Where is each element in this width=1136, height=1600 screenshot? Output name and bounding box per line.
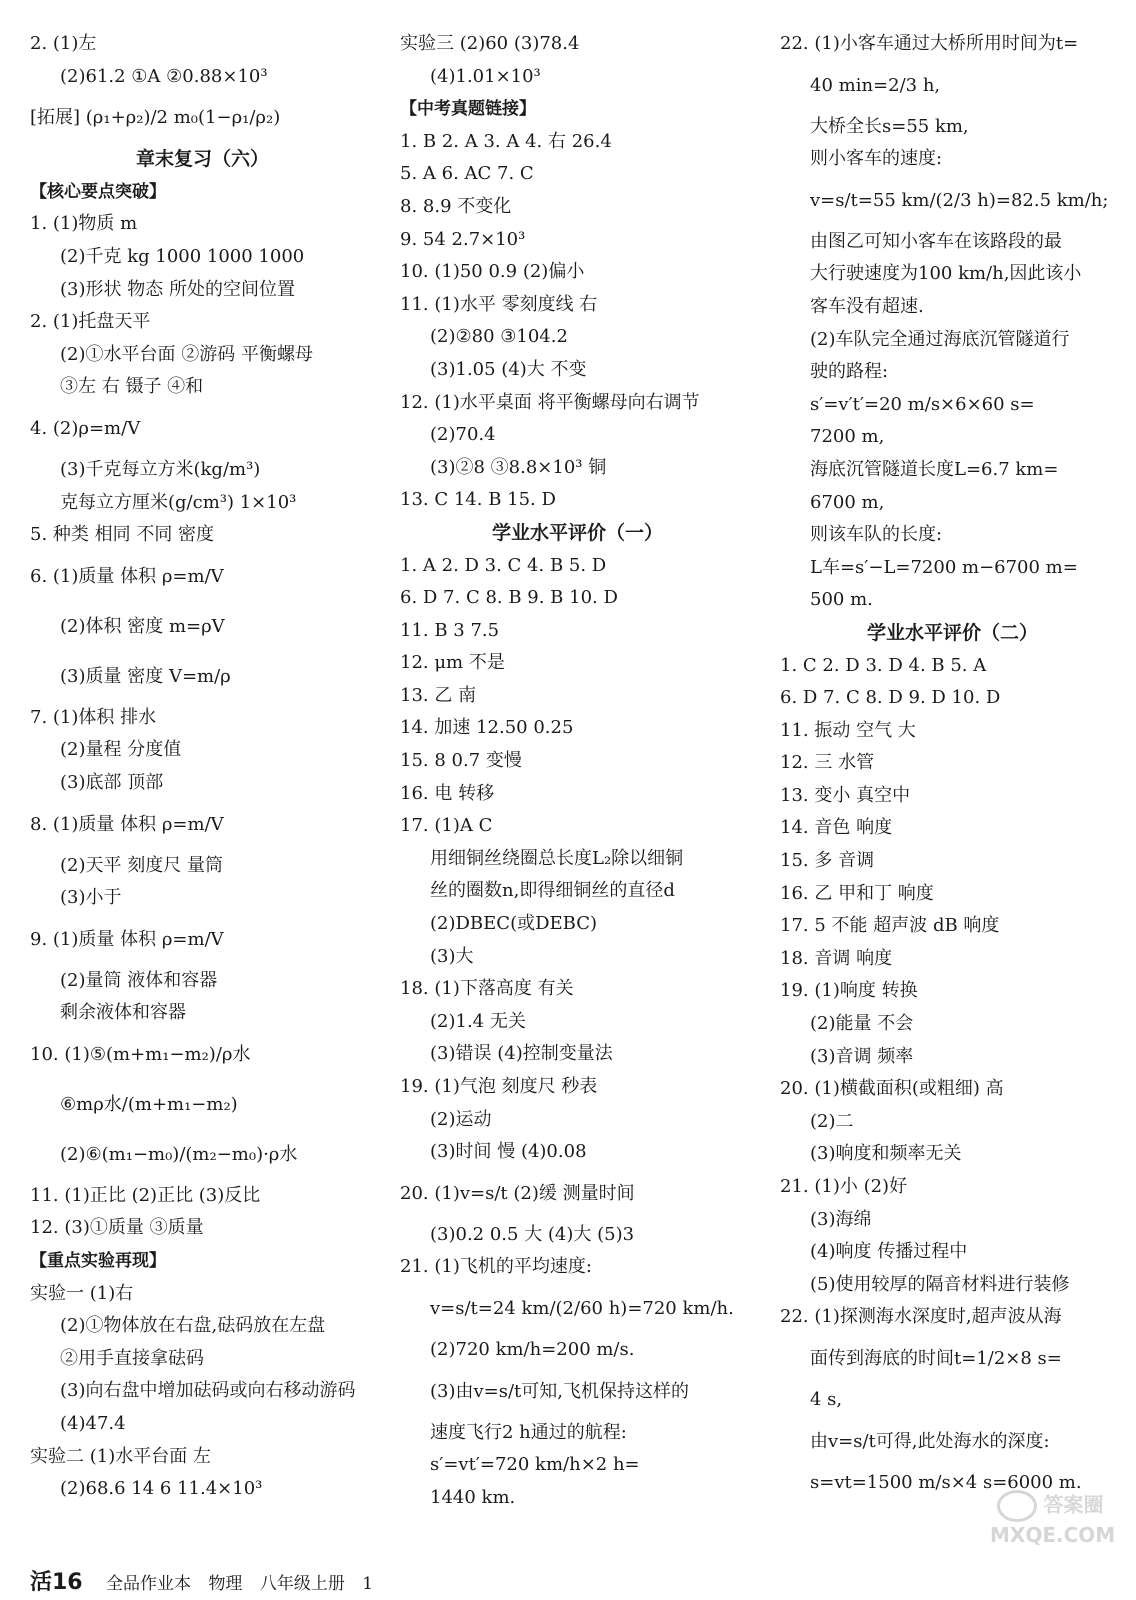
answer-line: 5. A 6. AC 7. C <box>400 163 534 185</box>
answer-line: 实验二 (1)水平台面 左 <box>30 1445 211 1467</box>
answer-line: [拓展] (ρ₁+ρ₂)/2 m₀(1−ρ₁/ρ₂) <box>30 107 281 129</box>
page-logo: 活16 <box>30 1570 83 1595</box>
answer-line: (3)底部 顶部 <box>60 771 164 793</box>
watermark <box>990 1490 1116 1550</box>
answer-line: 12. μm 不是 <box>400 652 505 674</box>
grade-name: 八年级上册 <box>259 1574 345 1594</box>
answer-line: 大桥全长s=55 km, <box>810 115 969 137</box>
answer-line: (2)量筒 液体和容器 <box>60 969 218 991</box>
answer-line: 10. (1)50 0.9 (2)偏小 <box>400 261 585 283</box>
answer-line: s′=vt′=720 km/h×2 h= <box>430 1454 640 1476</box>
answer-line: 1. (1)物质 m <box>30 213 138 235</box>
answer-line: 40 min=2/3 h, <box>810 74 941 96</box>
answer-line: (2)1.4 无关 <box>430 1010 526 1032</box>
answer-line: ⑥mρ水/(m+m₁−m₂) <box>60 1093 238 1115</box>
answer-line: 19. (1)气泡 刻度尺 秒表 <box>400 1076 598 1097</box>
answer-line: (3)质量 密度 V=m/ρ <box>60 665 231 687</box>
answer-line: 11. B 3 7.5 <box>400 619 500 641</box>
answer-line: 5. 种类 相同 不同 密度 <box>30 524 215 546</box>
answer-line: 用细铜丝绕圈总长度L₂除以细铜 <box>430 847 684 869</box>
answer-line: (5)使用较厚的隔音材料进行装修 <box>810 1273 1070 1295</box>
answer-line: 1440 km. <box>430 1486 516 1508</box>
answer-line: 丝的圈数n,即得细铜丝的直径d <box>430 880 675 902</box>
answer-line: 4 s, <box>810 1388 843 1410</box>
answer-line: 7200 m, <box>810 426 885 448</box>
answer-line: 1. A 2. D 3. C 4. B 5. D <box>400 554 607 576</box>
answer-line: (3)大 <box>430 945 474 967</box>
answer-line: 19. (1)响度 转换 <box>780 980 918 1002</box>
answer-line: (2)②80 ③104.2 <box>430 326 568 348</box>
answer-line: 面传到海底的时间t=1/2×8 s= <box>810 1347 1062 1369</box>
answer-column-left <box>30 28 375 1506</box>
answer-line: 实验三 (2)60 (3)78.4 <box>400 33 580 54</box>
answer-line: 【重点实验再现】 <box>30 1251 166 1272</box>
answer-column-right <box>780 28 1125 1499</box>
answer-line: 13. C 14. B 15. D <box>400 489 556 511</box>
answer-line: 11. (1)水平 零刻度线 右 <box>400 293 598 315</box>
answer-line: 17. (1)A C <box>400 815 493 837</box>
answer-line: (3)0.2 0.5 大 (4)大 (5)3 <box>430 1223 635 1245</box>
answer-line: 6. (1)质量 体积 ρ=m/V <box>30 565 224 587</box>
answer-line: (2)①物体放在右盘,砝码放在左盘 <box>60 1315 326 1337</box>
answer-line: 由图乙可知小客车在该路段的最 <box>810 230 1062 252</box>
answer-line: s′=v′t′=20 m/s×6×60 s= <box>810 393 1035 415</box>
answer-line: 17. 5 不能 超声波 dB 响度 <box>780 915 1000 937</box>
answer-line: 11. 振动 空气 大 <box>780 719 916 741</box>
answer-line: 6. D 7. C 8. B 9. B 10. D <box>400 587 618 609</box>
answer-line: 9. 54 2.7×10³ <box>400 228 526 250</box>
page-footer <box>30 1568 385 1598</box>
answer-line: 实验一 (1)右 <box>30 1282 134 1304</box>
answer-line: (2)二 <box>810 1110 854 1132</box>
answer-line: (3)千克每立方米(kg/m³) <box>60 458 261 480</box>
answer-line: 18. (1)下落高度 有关 <box>400 978 574 1000</box>
answer-line: (3)错误 (4)控制变量法 <box>430 1043 613 1065</box>
answer-line: 21. (1)小 (2)好 <box>780 1176 908 1197</box>
answer-line: 海底沉管隧道长度L=6.7 km= <box>810 458 1059 480</box>
answer-line: (2)DBEC(或DEBC) <box>430 913 598 935</box>
answer-line: 7. (1)体积 排水 <box>30 706 157 728</box>
answer-line: 16. 乙 甲和丁 响度 <box>780 882 934 904</box>
answer-line: 学业水平评价（二） <box>866 621 1038 644</box>
answer-line: (3)海绵 <box>810 1208 872 1230</box>
answer-line: 500 m. <box>810 589 873 611</box>
answer-line: 剩余液体和容器 <box>60 1002 186 1024</box>
answer-line: 14. 音色 响度 <box>780 817 893 839</box>
answer-line: (2)⑥(m₁−m₀)/(m₂−m₀)·ρ水 <box>60 1143 298 1165</box>
answer-line: 14. 加速 12.50 0.25 <box>400 717 574 739</box>
answer-line: (2)61.2 ①A ②0.88×10³ <box>60 65 268 87</box>
answer-line: 1. C 2. D 3. D 4. B 5. A <box>780 654 987 676</box>
answer-line: 8. 8.9 不变化 <box>400 195 512 217</box>
answer-line: 4. (2)ρ=m/V <box>30 417 141 439</box>
answer-line: (4)响度 传播过程中 <box>810 1241 968 1263</box>
answer-line: (3)响度和频率无关 <box>810 1143 962 1165</box>
answer-line: ②用手直接拿砝码 <box>60 1347 204 1369</box>
page-number: 1 <box>362 1574 374 1594</box>
answer-line: (4)47.4 <box>60 1413 126 1435</box>
answer-line: 【核心要点突破】 <box>30 181 166 202</box>
answer-line: (2)天平 刻度尺 量筒 <box>60 854 223 876</box>
answer-line: 【中考真题链接】 <box>400 99 536 120</box>
answer-line: 则该车队的长度: <box>810 524 943 546</box>
answer-line: (3)音调 频率 <box>810 1045 914 1067</box>
answer-line: 8. (1)质量 体积 ρ=m/V <box>30 813 224 835</box>
answer-line: 15. 多 音调 <box>780 850 875 872</box>
answer-line: (3)时间 慢 (4)0.08 <box>430 1141 587 1163</box>
answer-line: 6700 m, <box>810 491 885 513</box>
answer-line: (2)能量 不会 <box>810 1013 914 1035</box>
answer-line: (2)车队完全通过海底沉管隧道行 <box>810 328 1070 350</box>
answer-line: 10. (1)⑤(m+m₁−m₂)/ρ水 <box>30 1043 251 1065</box>
answer-line: (2)千克 kg 1000 1000 1000 <box>60 245 305 267</box>
answer-line: (2)68.6 14 6 11.4×10³ <box>60 1478 263 1500</box>
answer-line: (2)①水平台面 ②游码 平衡螺母 <box>60 343 313 365</box>
answer-line: 18. 音调 响度 <box>780 947 893 969</box>
answer-line: 16. 电 转移 <box>400 782 495 804</box>
answer-line: 2. (1)左 <box>30 33 97 54</box>
answer-line: v=s/t=24 km/(2/60 h)=720 km/h. <box>430 1297 734 1319</box>
answer-column-middle <box>400 28 755 1514</box>
answer-line: (3)形状 物态 所处的空间位置 <box>60 278 295 300</box>
watermark-url: MXQE.COM <box>990 1523 1116 1547</box>
answer-line: (3)向右盘中增加砝码或向右移动游码 <box>60 1380 356 1402</box>
answer-line: 13. 乙 南 <box>400 684 477 706</box>
watermark-text: 答案圈 <box>1043 1492 1104 1517</box>
watermark-logo-icon <box>997 1490 1037 1522</box>
subject-name: 物理 <box>208 1574 243 1594</box>
answer-line: 章末复习（六） <box>135 148 269 171</box>
answer-line: 22. (1)探测海水深度时,超声波从海 <box>780 1306 1062 1328</box>
answer-line: 克每立方厘米(g/cm³) 1×10³ <box>60 491 297 513</box>
answer-line: L车=s′−L=7200 m−6700 m= <box>810 556 1078 578</box>
answer-line: (2)720 km/h=200 m/s. <box>430 1338 635 1360</box>
answer-line: 22. (1)小客车通过大桥所用时间为t= <box>780 33 1079 54</box>
answer-line: (3)②8 ③8.8×10³ 铜 <box>430 456 607 478</box>
answer-line: 20. (1)v=s/t (2)缓 测量时间 <box>400 1182 635 1204</box>
answer-line: 客车没有超速. <box>810 295 924 317</box>
answer-line: 速度飞行2 h通过的航程: <box>430 1421 627 1443</box>
answer-line: (2)量程 分度值 <box>60 739 182 761</box>
answer-line: 15. 8 0.7 变慢 <box>400 750 522 772</box>
answer-line: 12. (3)①质量 ③质量 <box>30 1217 204 1239</box>
answer-line: s=vt=1500 m/s×4 s=6000 m. <box>810 1471 1082 1493</box>
answer-line: 驶的路程: <box>810 361 889 383</box>
answer-line: 13. 变小 真空中 <box>780 784 911 806</box>
answer-line: (3)由v=s/t可知,飞机保持这样的 <box>430 1380 690 1402</box>
series-name: 全品作业本 <box>106 1574 192 1594</box>
answer-line: 由v=s/t可得,此处海水的深度: <box>810 1430 1050 1452</box>
answer-line: 21. (1)飞机的平均速度: <box>400 1256 592 1278</box>
answer-line: (2)体积 密度 m=ρV <box>60 615 225 637</box>
answer-line: 12. 三 水管 <box>780 752 875 774</box>
answer-line: (3)小于 <box>60 887 122 909</box>
answer-line: 则小客车的速度: <box>810 148 943 170</box>
answer-line: (2)运动 <box>430 1108 492 1130</box>
answer-line: 20. (1)横截面积(或粗细) 高 <box>780 1078 1004 1100</box>
answer-line: 11. (1)正比 (2)正比 (3)反比 <box>30 1184 261 1206</box>
answer-line: 学业水平评价（一） <box>491 521 663 544</box>
answer-line: 9. (1)质量 体积 ρ=m/V <box>30 928 224 950</box>
answer-line: 6. D 7. C 8. D 9. D 10. D <box>780 687 1001 709</box>
answer-line: ③左 右 镊子 ④和 <box>60 376 204 398</box>
answer-line: v=s/t=55 km/(2/3 h)=82.5 km/h; <box>810 189 1109 211</box>
answer-line: (2)70.4 <box>430 424 496 446</box>
answer-line: 1. B 2. A 3. A 4. 右 26.4 <box>400 130 612 152</box>
answer-line: 12. (1)水平桌面 将平衡螺母向右调节 <box>400 391 700 413</box>
answer-line: 2. (1)托盘天平 <box>30 311 151 333</box>
answer-line: (3)1.05 (4)大 不变 <box>430 358 587 380</box>
answer-line: (4)1.01×10³ <box>430 65 541 87</box>
answer-line: 大行驶速度为100 km/h,因此该小 <box>810 263 1082 285</box>
